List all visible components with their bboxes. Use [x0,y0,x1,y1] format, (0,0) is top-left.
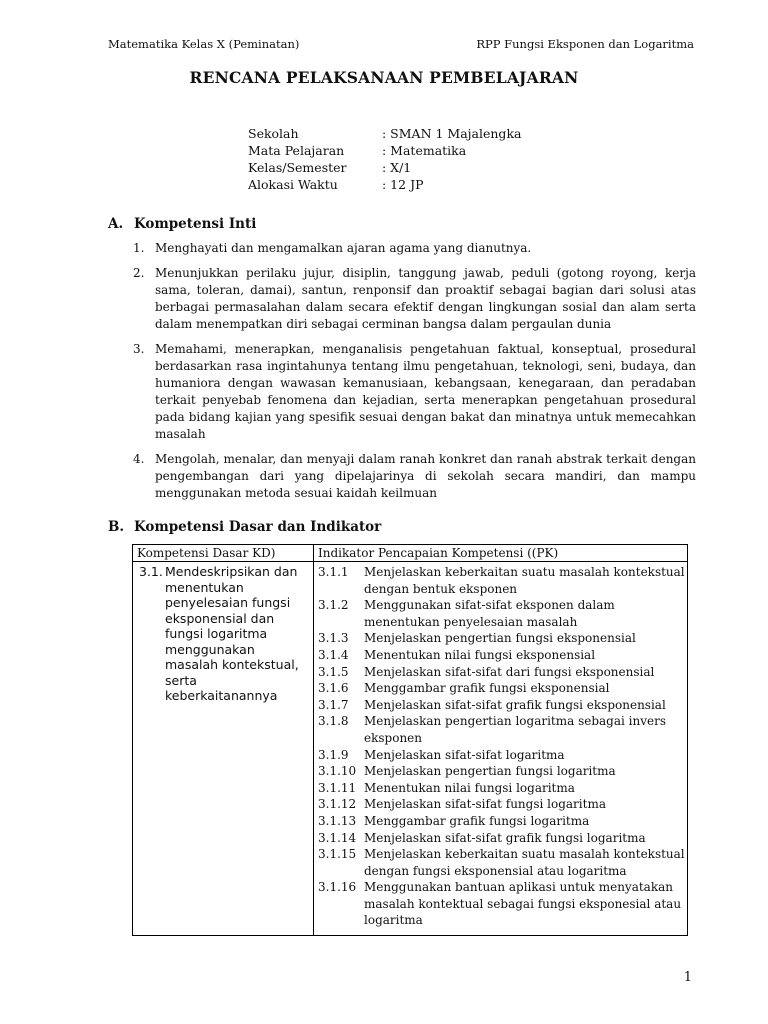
indicator-item [318,830,685,847]
header-left: Matematika Kelas X (Peminatan) [108,37,300,51]
indicator-text: Menentukan nilai fungsi eksponensial [364,647,596,662]
indicator-item [318,664,685,681]
indicator-item [318,564,685,597]
indicator-number: 3.1.13 [318,813,357,828]
indicator-number: 3.1.6 [318,681,349,696]
indicator-text: Menjelaskan pengertian fungsi eksponensial [364,631,636,646]
indicator-number: 3.1.15 [318,847,357,862]
indicator-text: Menjelaskan sifat-sifat grafik fungsi eksponensial [364,697,666,712]
kd-indicator-table [132,544,688,936]
section-a-heading [108,216,256,232]
info-label: Alokasi Waktu [248,177,338,192]
info-value: : X/1 [382,160,412,175]
header-right: RPP Fungsi Eksponen dan Logaritma [476,37,694,51]
item-text: Mengolah, menalar, dan menyaji dalam ranah konkret dan ranah abstrak terkait dengan pengembangan dari yang dipelajarinya di sekolah secara mandiri, dan mampu menggunakan metoda sesuai kaidah keilmuan [155,452,696,500]
section-letter: A. [108,216,124,232]
list-item [133,341,696,443]
indicator-number: 3.1.16 [318,880,357,895]
info-value: : SMAN 1 Majalengka [382,126,522,141]
info-row-mapel [248,142,521,159]
indicator-number: 3.1.5 [318,664,349,679]
indicator-item [318,630,685,647]
section-title: Kompetensi Inti [134,216,257,232]
table-row [133,562,688,936]
indicator-number: 3.1.3 [318,631,349,646]
item-text: Menunjukkan perilaku jujur, disiplin, tanggung jawab, peduli (gotong royong, kerja sama, toleran, damai), santun, renponsif dan proaktif sebagai bagian dari solusi atas berbagai permasalahan dalam secara efektif dengan lingkungan sosial dan alam serta dalam menempatkan diri sebagai cerminan bangsa dalam pergaulan dunia [155,266,696,331]
kd-text: Mendeskripsikan dan menentukan penyelesaian fungsi eksponensial dan fungsi logaritma menggunakan masalah kontekstual, serta keberkaitanannya [165,564,299,703]
indicator-number: 3.1.9 [318,747,349,762]
item-number: 1. [133,241,145,255]
indicator-number: 3.1.8 [318,714,349,729]
item-text: Memahami, menerapkan, menganalisis pengetahuan faktual, konseptual, prosedural berdasarkan rasa ingintahunya tentang ilmu pengetahuan, teknologi, seni, budaya, dan humaniora dengan wawasan kemanusiaan, kebangsaan, kenegaraan, dan peradaban terkait penyebab fenomena dan kejadian, serta menerapkan pengetahuan prosedural pada bidang kajian yang spesifik sesuai dengan bakat dan minatnya untuk memecahkan masalah [155,342,696,441]
info-label: Mata Pelajaran [248,143,345,158]
indicator-item [318,697,685,714]
kd-cell [133,562,314,936]
kd-number: 3.1. [139,564,163,579]
indicator-text: Menggambar grafik fungsi eksponensial [364,681,610,696]
column-header-kd: Kompetensi Dasar KD) [133,545,314,562]
list-item [133,240,696,257]
page-number: 1 [683,970,692,985]
indicator-item [318,879,685,929]
info-label: Sekolah [248,126,299,141]
indicator-number: 3.1.12 [318,797,357,812]
list-item [133,265,696,333]
indicator-text: Menjelaskan keberkaitan suatu masalah kontekstual dengan bentuk eksponen [364,565,685,596]
indicator-item [318,713,685,746]
indicator-item [318,680,685,697]
indicator-number: 3.1.11 [318,780,357,795]
info-value: : 12 JP [382,177,424,192]
list-item [133,451,696,502]
info-label: Kelas/Semester [248,160,347,175]
indicator-item [318,597,685,630]
indicator-number: 3.1.4 [318,647,349,662]
indicator-number: 3.1.1 [318,565,349,579]
indicator-text: Menggambar grafik fungsi logaritma [364,813,590,828]
item-number: 3. [133,342,145,356]
indicator-item [318,796,685,813]
column-header-indicator: Indikator Pencapaian Kompetensi ((PK) [314,545,688,562]
indicator-text: Menjelaskan keberkaitan suatu masalah kontekstual dengan fungsi eksponensial atau logaritma [364,847,685,878]
kompetensi-inti-list [133,240,696,510]
table-header-row [133,545,688,562]
indicator-text: Menjelaskan sifat-sifat fungsi logaritma [364,797,606,812]
indicator-text: Menjelaskan sifat-sifat logaritma [364,747,565,762]
section-title: Kompetensi Dasar dan Indikator [134,519,382,535]
page-title: RENCANA PELAKSANAAN PEMBELAJARAN [189,68,579,87]
section-b-heading [108,519,381,535]
indicator-number: 3.1.10 [318,764,357,779]
indicator-number: 3.1.2 [318,598,349,613]
item-text: Menghayati dan mengamalkan ajaran agama yang dianutnya. [155,241,532,255]
info-row-alokasi [248,176,521,193]
indicator-text: Menjelaskan sifat-sifat dari fungsi eksponensial [364,664,655,679]
indicator-cell [314,562,688,936]
indicator-item [318,747,685,764]
indicator-text: Menjelaskan sifat-sifat grafik fungsi logaritma [364,830,646,845]
info-value: : Matematika [382,143,467,158]
indicator-text: Menggunakan sifat-sifat eksponen dalam menentukan penyelesaian masalah [364,598,615,629]
indicator-item [318,780,685,797]
indicator-text: Menggunakan bantuan aplikasi untuk menyatakan masalah kontektual sebagai fungsi eksponesial atau logaritma [364,880,682,928]
identity-block [248,125,521,193]
indicator-text: Menjelaskan pengertian fungsi logaritma [364,764,616,779]
item-number: 2. [133,266,145,280]
indicator-item [318,647,685,664]
info-row-kelas [248,159,521,176]
indicator-item [318,763,685,780]
indicator-number: 3.1.7 [318,697,349,712]
indicator-item [318,846,685,879]
item-number: 4. [133,452,145,466]
indicator-text: Menentukan nilai fungsi logaritma [364,780,575,795]
section-letter: B. [108,519,125,535]
indicator-number: 3.1.14 [318,830,357,845]
indicator-text: Menjelaskan pengertian logaritma sebagai invers eksponen [364,714,667,745]
indicator-item [318,813,685,830]
info-row-sekolah [248,125,521,142]
